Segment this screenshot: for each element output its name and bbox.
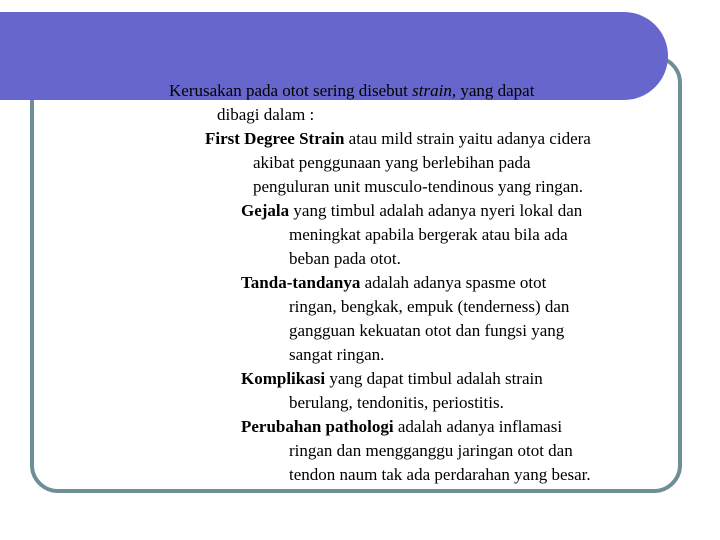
tanda-line-2: ringan, bengkak, empuk (tenderness) dan [289,297,570,316]
intro-line-2: dibagi dalam : [217,105,315,124]
gejala-line-1 [241,199,582,223]
perubahan-text: adalah adanya inflamasi [393,417,563,436]
strain-term: strain, [412,81,457,100]
komplikasi-text: yang dapat timbul adalah strain [325,369,543,388]
intro-line-1 [169,79,534,103]
tanda-line-4: sangat ringan. [289,345,385,364]
gejala-line-2: meningkat apabila bergerak atau bila ada [289,225,568,244]
first-degree-line-1 [205,127,591,151]
intro-text-end: yang dapat [456,81,535,100]
first-degree-text: atau mild strain yaitu adanya cidera [344,129,591,148]
komplikasi-line-1 [241,367,543,391]
komplikasi-label: Komplikasi [241,369,326,388]
perubahan-line-2: ringan dan mengganggu jaringan otot dan [289,441,573,460]
first-degree-line-3: penguluran unit musculo-tendinous yang ringan. [253,177,584,196]
tanda-label: Tanda-tandanya [241,273,361,292]
tanda-line-3: gangguan kekuatan otot dan fungsi yang [289,321,565,340]
gejala-label: Gejala [241,201,290,220]
gejala-line-3: beban pada otot. [289,249,401,268]
gejala-text: yang timbul adalah adanya nyeri lokal dan [289,201,583,220]
intro-text: Kerusakan pada otot sering disebut [169,81,413,100]
perubahan-label: Perubahan pathologi [241,417,394,436]
tanda-line-1 [241,271,546,295]
perubahan-line-3: tendon naum tak ada perdarahan yang besar. [289,465,591,484]
komplikasi-line-2: berulang, tendonitis, periostitis. [289,393,504,412]
first-degree-line-2: akibat penggunaan yang berlebihan pada [253,153,531,172]
first-degree-label: First Degree Strain [205,129,345,148]
perubahan-line-1 [241,415,562,439]
tanda-text: adalah adanya spasme otot [360,273,547,292]
